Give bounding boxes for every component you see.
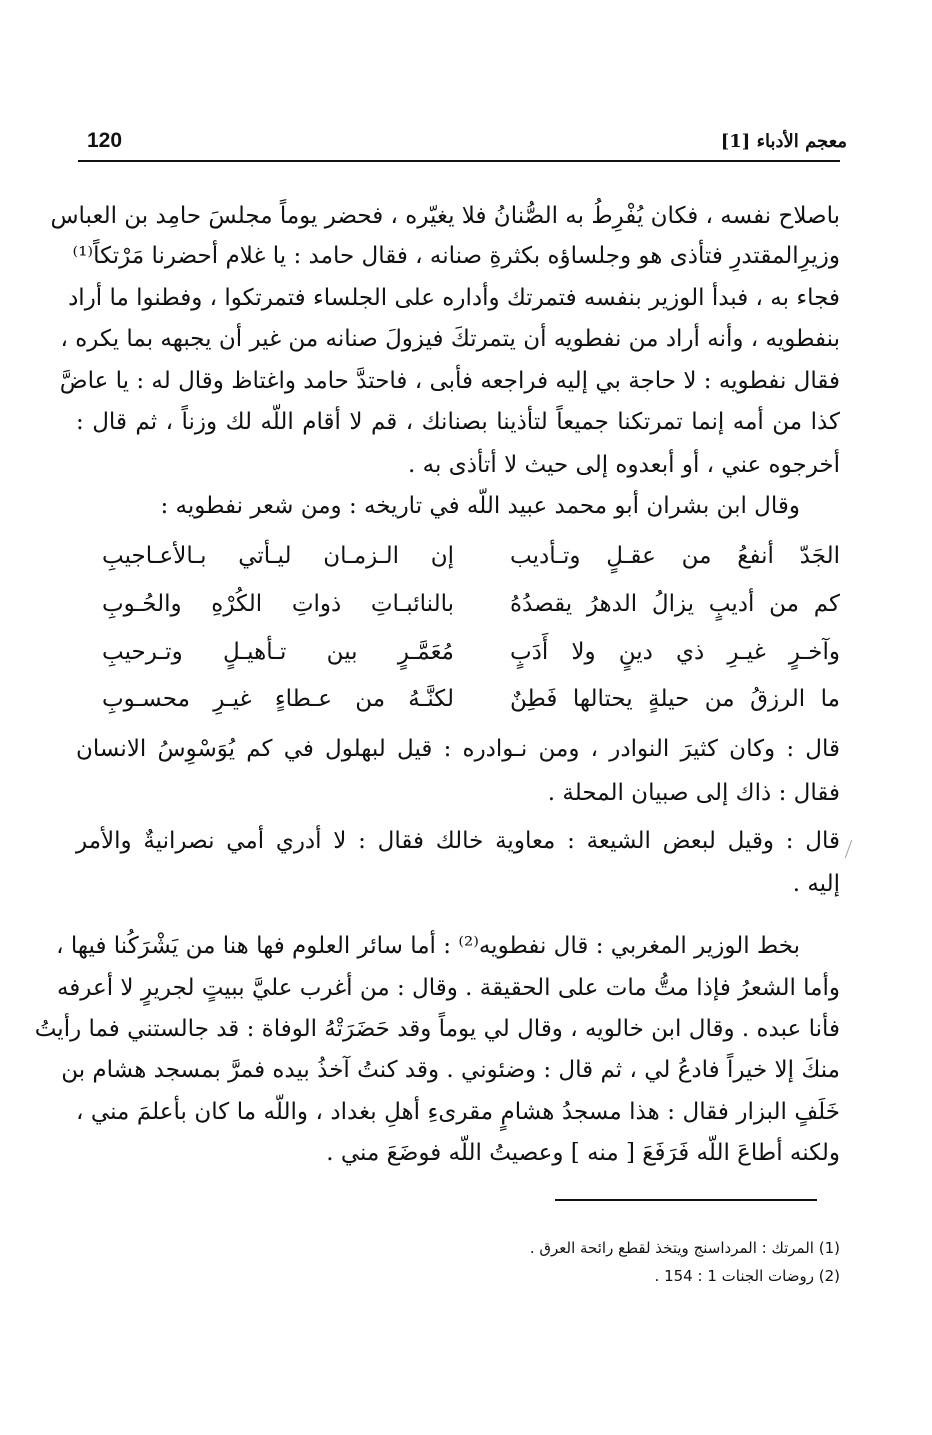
text-line: وقال ابن بشران أبو محمد عبيد اللّه في تاريخه : ومن شعر نفطويه :: [160, 493, 800, 519]
text-line: ولكنه أطاعَ اللّه فَرَفَعَ [ منه ] وعصيتُ اللّه فوضَعَ مني .: [326, 1140, 840, 1166]
text-line: أخرجوه عني ، أو أبعدوه إلى حيث لا أتأذى به .: [408, 452, 840, 478]
poem-verse-second-hemistich: مُعَمَّـرٍ بين تـأهيـلٍ وتـرحيبِ: [102, 639, 454, 665]
poem-verse-first-hemistich: الجَدّ أنفعُ من عقـلٍ وتـأديب: [510, 543, 840, 569]
poem-verse-first-hemistich: وآخـرٍ غيـرِ ذي دينٍ ولا أَدَبٍ: [510, 639, 840, 665]
header-rule: [78, 160, 840, 162]
text-line: بخط الوزير المغربي : قال نفطويه⁽²⁾ : أما سائر العلوم فها هنا من يَشْرَكُنا فيها ،: [56, 933, 800, 959]
text-line: قال : وقيل لبعض الشيعة : معاوية خالك فقال : لا أدري أمي نصرانيةٌ والأمر: [76, 828, 840, 854]
footnote: (1) المرتك : المرداسنج ويتخذ لقطع رائحة العرق .: [529, 1239, 840, 1257]
text-line: فجاء به ، فبدأ الوزير بنفسه فتمرتك وأداره على الجلساء فتمرتكوا ، وفطنوا ما أراد: [68, 285, 840, 311]
text-line: باصلاح نفسه ، فكان يُفْرِطُ به الصُّنانُ فلا يغيّره ، فحضر يوماً مجلسَ حامِد بن العباس: [50, 203, 840, 229]
book-title: معجم الأدباء [1]: [720, 131, 847, 152]
footnote: (2) روضات الجنات 1 : 154 .: [654, 1267, 840, 1285]
text-line: قال : وكان كثيرَ النوادر ، ومن نـوادره : قيل لبهلول في كم يُوَسْوِسُ الانسان: [76, 736, 840, 762]
text-line: فقال نفطويه : لا حاجة بي إليه فراجعه فأبى ، فاحتدَّ حامد واغتاظ وقال له : يا عاضَّ: [59, 368, 840, 394]
page-number: 120: [87, 129, 123, 152]
text-line: وزيرِالمقتدرِ فتأذى هو وجلساؤه بكثرةِ صنانه ، فقال حامد : يا غلام أحضرنا مَرْتكاً⁽¹⁾: [72, 243, 840, 269]
footnote-rule: [555, 1199, 817, 1201]
text-line: إليه .: [792, 871, 840, 897]
text-line: منكَ إلا خيراً فادعُ لي ، ثم قال : وضئوني . وقد كنتُ آخذُ بيده فمرَّ بمسجد هشام بن: [61, 1057, 840, 1083]
poem-verse-first-hemistich: كم من أديبٍ يزالُ الدهرُ يقصدُهُ: [510, 591, 840, 617]
text-line: فأنا عبده . وقال ابن خالويه ، وقال لي يوماً وقد حَضَرَتْهُ الوفاة : قد جالستني فما رأيتُ: [34, 1016, 840, 1042]
text-line: كذا من أمه إنما تمرتكنا جميعاً لتأذينا بصنانك ، قم لا أقام اللّه لك وزناً ، ثم قال :: [76, 409, 840, 435]
text-line: وأما الشعرُ فإذا متُّ مات على الحقيقة . وقال : من أغرب عليَّ ببيتٍ لجريرٍ لا أعرفه: [56, 975, 840, 1001]
text-line: بنفطويه ، وأنه أراد من نفطويه أن يتمرتكَ فيزولَ صنانه من غير أن يجبهه بما يكره ،: [60, 326, 840, 352]
text-line: خَلَفٍ البزار فقال : هذا مسجدُ هشامٍ مقرىءِ أهلِ بغداد ، واللّه ما كان بأعلمَ مني ،: [76, 1099, 840, 1125]
poem-verse-second-hemistich: بالنائبـاتِ ذواتِ الكُرْهِ والحُـوبِ: [102, 591, 454, 617]
poem-verse-first-hemistich: ما الرزقُ من حيلةٍ يحتالها فَطِنٌ: [510, 686, 840, 712]
text-line: فقال : ذاك إلى صبيان المحلة .: [547, 780, 840, 806]
poem-verse-second-hemistich: إن الـزمـان ليـأتي بـالأعـاجيبِ: [102, 543, 454, 569]
poem-verse-second-hemistich: لكنَّـهُ من عـطاءٍ غيـرِ محسـوبِ: [102, 686, 454, 712]
